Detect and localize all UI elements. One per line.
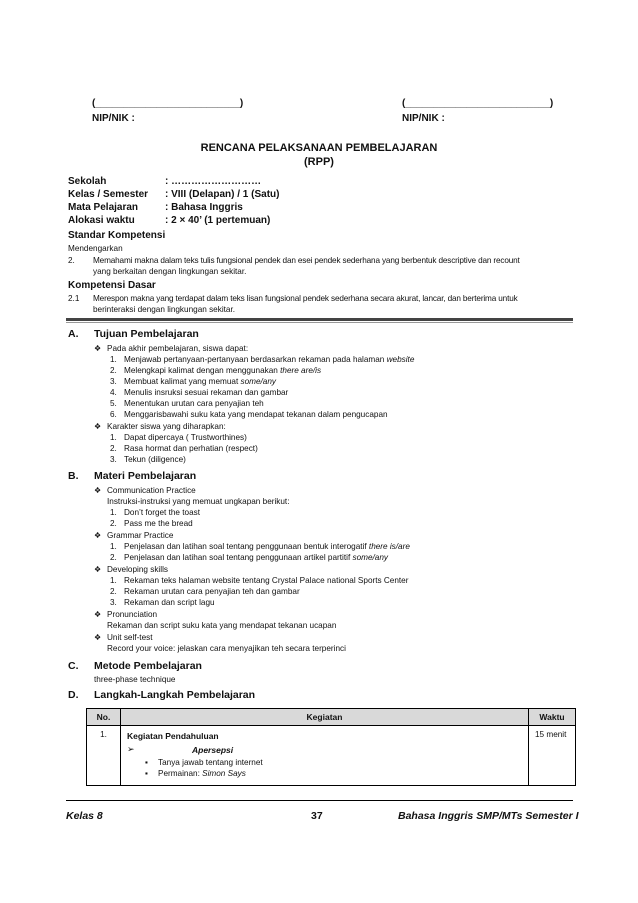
info-label: Alokasi waktu <box>68 215 135 226</box>
signature-left-blank: (__________________________) <box>92 98 244 109</box>
row-waktu: 15 menit <box>535 730 567 739</box>
item-number: 2. <box>110 519 117 528</box>
item-text: Tekun (diligence) <box>124 455 186 464</box>
kompetensi-heading: Kompetensi Dasar <box>68 280 156 291</box>
kompetensi-line1: Merespon makna yang terdapat dalam teks lisan fungsional pendek sederhana secara akurat, lancar, dan berterima untuk <box>93 294 518 303</box>
diamond-bullet-icon: ❖ <box>94 422 102 431</box>
footer-rule <box>66 800 573 801</box>
item-number: 3. <box>110 598 117 607</box>
item-number: 2. <box>110 553 117 562</box>
item-text: Menulis insruksi sesuai rekaman dan gambar <box>124 388 289 397</box>
footer-page-number: 37 <box>311 810 323 822</box>
info-label: Mata Pelajaran <box>68 202 139 213</box>
row-title: Kegiatan Pendahuluan <box>127 731 219 741</box>
steps-table <box>86 708 576 786</box>
info-row-alokasi <box>68 214 368 227</box>
kompetensi-num: 2.1 <box>68 294 80 303</box>
section-title: Materi Pembelajaran <box>94 470 197 482</box>
item-text: Menentukan urutan cara penyajian teh <box>124 399 264 408</box>
signature-left <box>92 96 243 126</box>
section-d-heading <box>68 689 368 703</box>
divider-thin <box>66 322 573 323</box>
signature-left-nip: NIP/NIK : <box>92 113 135 124</box>
section-letter: A. <box>68 328 79 340</box>
diamond-bullet-icon: ❖ <box>94 633 102 642</box>
header-waktu: Waktu <box>539 712 565 722</box>
item-number: 3. <box>110 377 117 386</box>
section-title: Langkah-Langkah Pembelajaran <box>94 689 256 701</box>
standar-line1: Memahami makna dalam teks tulis fungsional pendek dan esei pendek sederhana yang berbentuk descriptive dan recount <box>93 256 520 265</box>
item-text: Rasa hormat dan perhatian (respect) <box>124 444 258 453</box>
signature-right-blank: (__________________________) <box>402 98 554 109</box>
header-no: No. <box>96 712 111 722</box>
item-number: 2. <box>110 444 117 453</box>
arrow-bullet-icon: ➢ <box>127 744 135 754</box>
info-value: : VIII (Delapan) / 1 (Satu) <box>165 189 280 200</box>
bullet-sub-text: Record your voice: jelaskan cara menyajikan teh secara terperinci <box>107 644 346 653</box>
section-letter: D. <box>68 689 79 701</box>
row-no: 1. <box>100 730 107 739</box>
info-block <box>68 175 368 227</box>
item-number: 1. <box>110 576 117 585</box>
bullet-text: Permainan: Simon Says <box>158 769 246 778</box>
footer-left: Kelas 8 <box>66 810 103 822</box>
diamond-bullet-icon: ❖ <box>94 344 102 353</box>
document-title <box>0 141 638 169</box>
item-number: 1. <box>110 355 117 364</box>
diamond-bullet-icon: ❖ <box>94 486 102 495</box>
item-text: Rekaman teks halaman website tentang Crystal Palace national Sports Center <box>124 576 409 585</box>
title-line1: RENCANA PELAKSANAAN PEMBELAJARAN <box>200 142 438 154</box>
standar-sub: Mendengarkan <box>68 244 123 253</box>
item-text: Pass me the bread <box>124 519 193 528</box>
signature-right-nip: NIP/NIK : <box>402 113 445 124</box>
standar-line2: yang berkaitan dengan lingkungan sekitar. <box>93 267 247 276</box>
section-letter: C. <box>68 660 79 672</box>
info-row-kelas <box>68 188 368 201</box>
diamond-bullet-icon: ❖ <box>94 610 102 619</box>
item-text: Penjelasan dan latihan soal tentang penggunaan bentuk interogatif there is/are <box>124 542 410 551</box>
section-c-sub: three-phase technique <box>94 675 176 684</box>
footer-right: Bahasa Inggris SMP/MTs Semester I <box>398 810 579 822</box>
item-number: 6. <box>110 410 117 419</box>
title-line2: (RPP) <box>304 156 334 168</box>
bullet-text: Unit self-test <box>107 633 153 642</box>
info-label: Sekolah <box>68 176 107 187</box>
bullet-sub-text: Rekaman dan script suku kata yang mendapat tekanan ucapan <box>107 621 337 630</box>
item-number: 2. <box>110 587 117 596</box>
kompetensi-line2: berinteraksi dengan lingkungan sekitar. <box>93 305 236 314</box>
signature-right <box>402 96 553 126</box>
section-title: Metode Pembelajaran <box>94 660 202 672</box>
item-number: 2. <box>110 366 117 375</box>
item-number: 1. <box>110 542 117 551</box>
bullet-text: Developing skills <box>107 565 168 574</box>
bullet-text: Grammar Practice <box>107 531 174 540</box>
section-letter: B. <box>68 470 79 482</box>
square-bullet-icon: ▪ <box>145 758 148 767</box>
item-text: Menjawab pertanyaan-pertanyaan berdasarkan rekaman pada halaman website <box>124 355 415 364</box>
info-row-sekolah <box>68 175 368 188</box>
item-text: Menggarisbawahi suku kata yang mendapat tekanan dalam pengucapan <box>124 410 388 419</box>
bullet-text: Communication Practice <box>107 486 196 495</box>
item-text: Dapat dipercaya ( Trustworthines) <box>124 433 247 442</box>
apersepsi-label: Apersepsi <box>192 745 234 755</box>
section-b-heading <box>68 470 368 484</box>
bullet-text: Karakter siswa yang diharapkan: <box>107 422 226 431</box>
square-bullet-icon: ▪ <box>145 769 148 778</box>
diamond-bullet-icon: ❖ <box>94 565 102 574</box>
item-text: Rekaman urutan cara penyajian teh dan gambar <box>124 587 300 596</box>
bullet-text: Pada akhir pembelajaran, siswa dapat: <box>107 344 249 353</box>
header-kegiatan: Kegiatan <box>306 712 343 722</box>
item-number: 4. <box>110 388 117 397</box>
section-a-heading <box>68 328 368 342</box>
item-number: 3. <box>110 455 117 464</box>
item-text: Rekaman dan script lagu <box>124 598 215 607</box>
bullet-text: Tanya jawab tentang internet <box>158 758 263 767</box>
item-number: 5. <box>110 399 117 408</box>
divider-thick <box>66 318 573 321</box>
bullet-text: Pronunciation <box>107 610 158 619</box>
diamond-bullet-icon: ❖ <box>94 531 102 540</box>
info-label: Kelas / Semester <box>68 189 149 200</box>
section-title: Tujuan Pembelajaran <box>94 328 199 340</box>
info-value: : Bahasa Inggris <box>165 202 243 213</box>
info-row-mapel <box>68 201 368 214</box>
info-value: : ……………………… <box>165 176 262 187</box>
info-value: : 2 × 40’ (1 pertemuan) <box>165 215 271 226</box>
bullet-sub-text: Instruksi-instruksi yang memuat ungkapan berikut: <box>107 497 290 506</box>
item-number: 1. <box>110 508 117 517</box>
item-text: Don’t forget the toast <box>124 508 201 517</box>
section-c-heading <box>68 660 368 674</box>
item-number: 1. <box>110 433 117 442</box>
item-text: Membuat kalimat yang memuat some/any <box>124 377 276 386</box>
item-text: Penjelasan dan latihan soal tentang penggunaan artikel partitif some/any <box>124 553 389 562</box>
item-text: Melengkapi kalimat dengan menggunakan there are/is <box>124 366 322 375</box>
standar-num: 2. <box>68 256 75 265</box>
standar-heading: Standar Kompetensi <box>68 230 166 241</box>
